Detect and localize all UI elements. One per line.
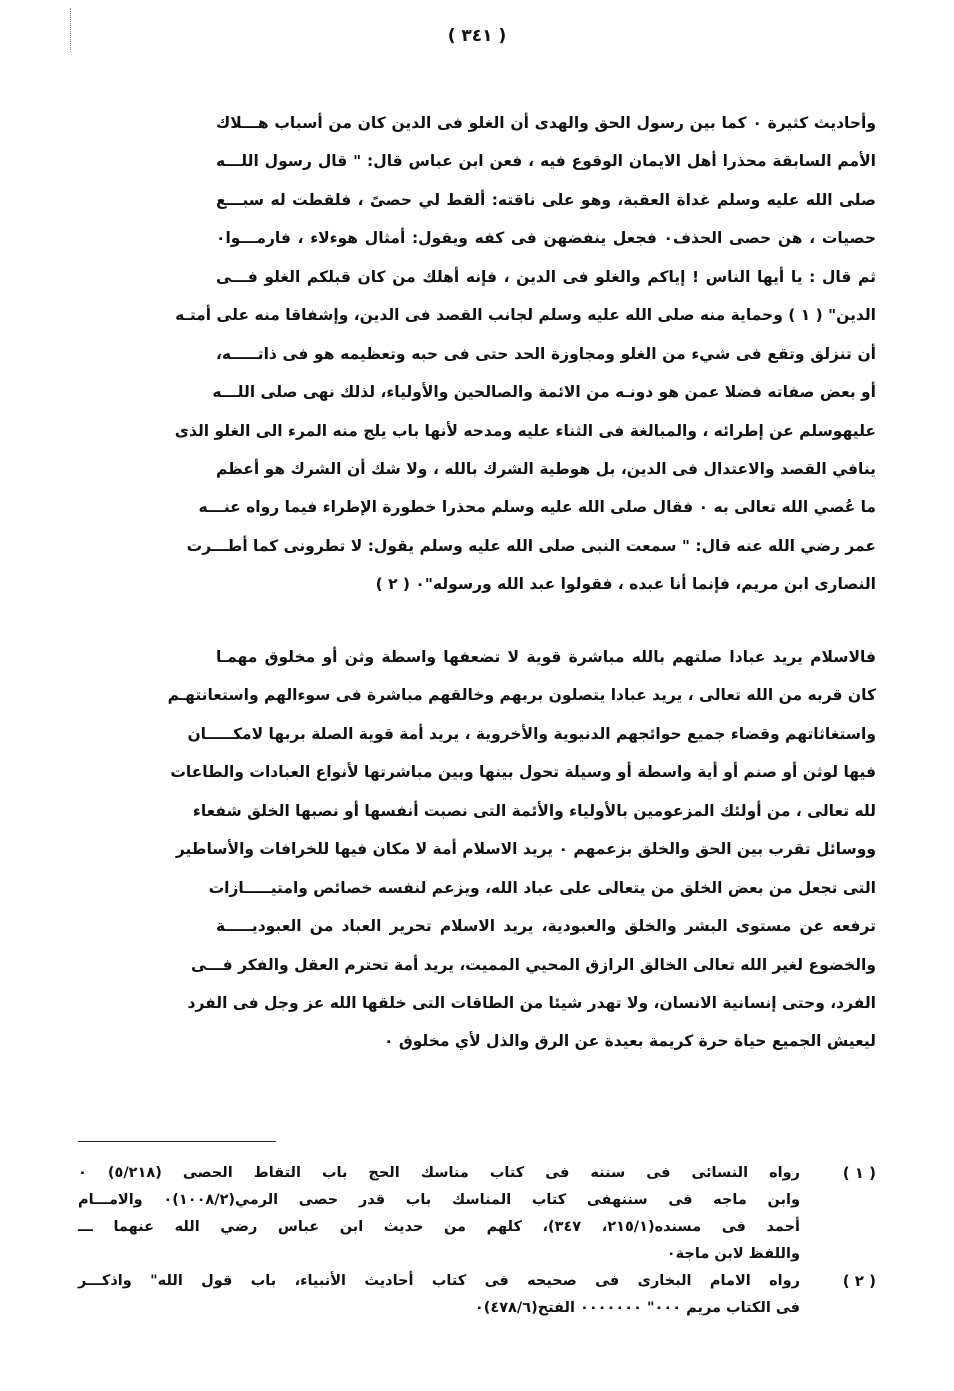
paragraph-line: كان قربه من الله تعالى ، يريد عبادا يتصلون بربهم وخالقهم مباشرة فى سوءالهم واستعانتهـم (167, 686, 876, 705)
footnote-marker: ( ٢ ) (842, 1272, 876, 1290)
paragraph-line: فيها لوثن أو صنم أو أية واسطة أو وسيلة تحول بينها وبين مباشرتها لأنواع العبادات والطاعات (170, 763, 876, 782)
paragraph-line: الدين" ( ١ ) وحماية منه صلى الله عليه وسلم لجانب القصد فى الدين، وإشفاقا منه على أمتـه (175, 306, 876, 325)
paragraph-line: عليهوسلم عن إطرائه ، والمبالغة فى الثناء عليه ومدحه لأنها باب يلج منه المرء الى الغلو الذى (174, 421, 876, 440)
footnote-line: واللفظ لابن ماجة٠ (666, 1246, 800, 1262)
paragraph-line: ووسائل تقرب بين الحق والخلق بزعمهم ٠ يريد الاسلام أمة لا مكان فيها للخرافات والأساطير (175, 840, 876, 859)
paragraph-line: والخضوع لغير الله تعالى الخالق الرازق المحيي المميت، يريد أمة تحترم العقل والفكر فـــى (190, 955, 876, 974)
paragraph-line: صلى الله عليه وسلم غداة العقبة، وهو على ناقته: ألقط لي حصىً ، فلقطت له سبـــع (216, 190, 876, 209)
footnote-2 (78, 1268, 876, 1322)
footnote-line: وابن ماجه فى سننهفى كتاب المناسك باب قدر حصى الرمي(١٠٠٨/٢)٠ والامـــام (78, 1192, 800, 1208)
paragraph-line: ينافي القصد والاعتدال فى الدين، بل هوطية الشرك بالله ، ولا شك أن الشرك هو أعظم (216, 459, 876, 478)
paragraph-line: أن تنزلق وتقع فى شيء من الغلو ومجاوزة الحد حتى فى حبه وتعظيمه هو فى ذاتـــــه، (216, 344, 876, 363)
footnote-1 (78, 1160, 876, 1268)
footnote-separator (78, 1141, 276, 1142)
paragraph-line: ثم قال : يا أيها الناس ! إياكم والغلو فى الدين ، فإنه أهلك من كان قبلكم الغلو فـــى (216, 267, 876, 286)
paragraph-line: فالاسلام يريد عبادا صلتهم بالله مباشرة قوية لا تضعفها واسطة وثن أو مخلوق مهمـا (216, 648, 876, 666)
paragraph-line: أو بعض صفاته فضلا عمن هو دونـه من الائمة والصالحين والأولياء، لذلك نهى صلى اللـــه (212, 383, 876, 402)
paragraph-line: الأمم السابقة محذرا أهل الايمان الوقوع فيه ، فعن ابن عباس قال: " قال رسول اللـــه (216, 152, 876, 171)
paragraph-line: واستغاثاتهم وقضاء جميع حوائجهم الدنيوية والأخروية ، يريد أمة قوية الصلة بربها لامكـــــان (187, 724, 876, 743)
paragraph-2 (167, 638, 876, 1061)
footnotes (78, 1160, 876, 1322)
footnote-line: رواه الامام البخارى فى صحيحه فى كتاب أحاديث الأنبياء، باب قول الله" واذكـــر (78, 1273, 800, 1289)
footnote-marker: ( ١ ) (842, 1164, 876, 1182)
paragraph-line: وأحاديث كثيرة ٠ كما بين رسول الحق والهدى أن الغلو فى الدين كان من أسباب هـــلاك (216, 114, 876, 132)
paragraph-line: الفرد، وحتى إنسانية الانسان، ولا تهدر شيئا من الطاقات التى خلقها الله عز وجل فى الفرد (187, 993, 876, 1012)
paragraph-line: ليعيش الجميع حياة حرة كريمة بعيدة عن الرق والذل لأي مخلوق ٠ (383, 1032, 876, 1051)
paragraph-line: عمر رضي الله عنه قال: " سمعت النبى صلى الله عليه وسلم يقول: لا تطرونى كما أطـــرت (186, 536, 876, 555)
footnote-line: رواه النسائى فى سننه فى كتاب مناسك الحج باب التقاط الحصى (٥/٢١٨) ٠ (78, 1165, 800, 1181)
paragraph-1 (174, 104, 876, 604)
page-number: ( ٣٤١ ) (447, 26, 507, 46)
footnote-line: فى الكتاب مريم ٠٠٠" ٠٠٠٠٠٠٠ الفتح(٤٧٨/٦)٠ (474, 1300, 800, 1316)
paragraph-line: ما عُصي الله تعالى به ٠ فقال صلى الله عليه وسلم محذرا خطورة الإطراء فيما رواه عنـــه (198, 498, 876, 517)
paragraph-line: النصارى ابن مريم، فإنما أنا عبده ، فقولوا عبد الله ورسوله"٠ ( ٢ ) (375, 575, 876, 594)
footnote-line: أحمد فى مسنده(٢١٥/١، ٣٤٧)، كلهم من حديث ابن عباس رضي الله عنهما ـــ (78, 1219, 800, 1235)
paragraph-line: لله تعالى ، من أولئك المزعومين بالأولياء والأئمة التى نصبت أنفسها أو نصبها الخلق شفعاء (192, 801, 876, 820)
paragraph-line: حصيات ، هن حصى الحذف٠ فجعل ينفضهن فى كفه ويقول: أمثال هوءلاء ، فارمـــوا٠ (216, 229, 876, 248)
paragraph-line: التى تجعل من بعض الخلق من يتعالى على عباد الله، ويزعم لنفسه خصائص وامتيـــــازات (208, 878, 876, 897)
paragraph-line: ترفعه عن مستوى البشر والخلق والعبودية، يريد الاسلام تحرير العباد من العبوديـــــة (216, 917, 876, 936)
